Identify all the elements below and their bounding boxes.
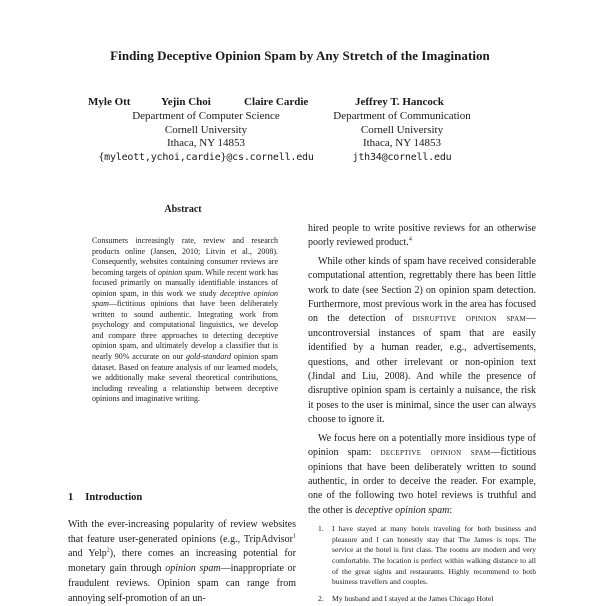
body-segment: : — [449, 504, 453, 516]
abstract-segment: Consumers increasingly rate, review and research products online (Jansen, 2010; Litvin et al., 2008). Consequently, websites containing consumer reviews are becoming targets of — [92, 236, 278, 277]
body-segment: We focus here on a potentially more insidious type of opinion spam: — [308, 432, 536, 459]
term-disruptive-opinion-spam: disruptive opinion spam — [412, 313, 526, 325]
abstract-text — [92, 236, 278, 405]
right-paragraph-2 — [308, 255, 536, 428]
right-paragraph-3 — [308, 432, 536, 518]
introduction-text — [68, 518, 296, 606]
intro-segment: and Yelp — [68, 548, 107, 560]
section-heading-introduction — [68, 492, 142, 503]
author-yejin-choi: Yejin Choi — [161, 96, 211, 108]
abstract-segment: —fictitious opinions that have been deliberately written to sound authentic. Integrating work from psychology and computational linguistics, we develop and compare three approaches to detecting deceptive opinion spam, and ultimately develop a classifier that is nearly 90% accurate on our — [92, 299, 278, 362]
author-jeffrey-hancock: Jeffrey T. Hancock — [355, 96, 444, 108]
abstract-term-opinion-spam: opinion spam — [157, 267, 202, 277]
intro-segment: —inappropriate or fraudulent reviews. Opinion spam can range from annoying self-promotion of an un- — [68, 563, 296, 604]
term-deceptive-opinion-spam-italic: deceptive opinion spam — [354, 504, 450, 516]
footnote-marker: 4 — [408, 237, 412, 244]
affiliation-right — [322, 110, 482, 164]
affiliation-right-location: Ithaca, NY 14853 — [362, 137, 442, 150]
right-column — [308, 222, 536, 604]
term-deceptive-opinion-spam: deceptive opinion spam — [380, 447, 491, 459]
affiliation-left — [70, 110, 342, 164]
author-claire-cardie: Claire Cardie — [244, 96, 309, 108]
hotel-review-list — [308, 524, 536, 604]
intro-segment: With the ever-increasing popularity of review websites that feature user-generated opinions (e.g., TripAdvisor — [68, 519, 296, 545]
affiliation-right-department: Department of Communication — [333, 110, 471, 122]
body-segment: —uncontroversial instances of spam that are easily identified by a human reader, e.g., advertisements, questions, and other irrelevant or non-opinion text (Jindal and Liu, 2008). And while the presence of disruptive opinion spam is certainly a nuisance, the risk it poses to the user is minimal, since the user can always choose to ignore it. — [308, 313, 536, 426]
affiliation-left-department: Department of Computer Science — [132, 110, 280, 122]
body-segment: hired people to write positive reviews for an otherwise poorly reviewed product. — [308, 223, 536, 249]
footnote-marker: 1 — [293, 533, 296, 540]
intro-segment: ), there comes an increasing potential for monetary gain through — [68, 548, 297, 575]
review-text: My husband and I stayed at the James Chicago Hotel — [332, 593, 494, 603]
abstract-term-gold-standard: gold-standard — [186, 352, 232, 362]
review-number: 2. — [318, 593, 324, 603]
abstract-heading: Abstract — [164, 204, 202, 215]
author-myle-ott: Myle Ott — [88, 96, 131, 108]
section-title: Introduction — [85, 492, 143, 503]
paper-title: Finding Deceptive Opinion Spam by Any Stretch of the Imagination — [110, 48, 490, 63]
affiliation-right-university: Cornell University — [360, 123, 444, 136]
hotel-review-item — [308, 594, 536, 605]
body-segment: —fictitious opinions that have been deliberately written to sound authentic, in order to deceive the reader. For example, one of the following two hotel reviews is truthful and the other is — [308, 447, 536, 516]
section-number: 1 — [68, 492, 74, 503]
review-number: 1. — [318, 524, 324, 534]
footnote-marker: 2 — [106, 548, 110, 555]
affiliation-left-email: {myleott,ychoi,cardie}@cs.cornell.edu — [98, 151, 314, 163]
affiliation-left-location: Ithaca, NY 14853 — [166, 137, 246, 150]
abstract-term-deceptive-opinion-spam: deceptive opinion spam — [92, 288, 278, 309]
affiliation-right-email: jth34@cornell.edu — [352, 151, 452, 163]
hotel-review-item — [308, 524, 536, 588]
body-segment: While other kinds of spam have received considerable computational attention, regrettably there has been little work to date (see Section 2) on opinion spam detection. Furthermore, most previous work in the area has focused on the detection of — [308, 255, 536, 325]
affiliation-left-university: Cornell University — [164, 123, 248, 136]
right-paragraph-1 — [308, 222, 536, 251]
abstract-segment: opinion spam dataset. Based on feature analysis of our learned models, we additionally make several theoretical contributions, including revealing a relationship between deceptive opinions and imaginative writing. — [92, 352, 278, 404]
abstract-segment: . While recent work has focused primarily on manually identifiable instances of opinion spam, in this work we study — [92, 267, 279, 298]
review-text: I have stayed at many hotels traveling for both business and pleasure and I can honestly stay that The James is tops. The service at the hotel is first class. The rooms are modern and very comfortable. The location is perfect within walking distance to all of the great sights and restaurants. Highly recommend to both business travellers and couples. — [332, 524, 536, 587]
intro-term-opinion-spam: opinion spam — [165, 563, 221, 575]
